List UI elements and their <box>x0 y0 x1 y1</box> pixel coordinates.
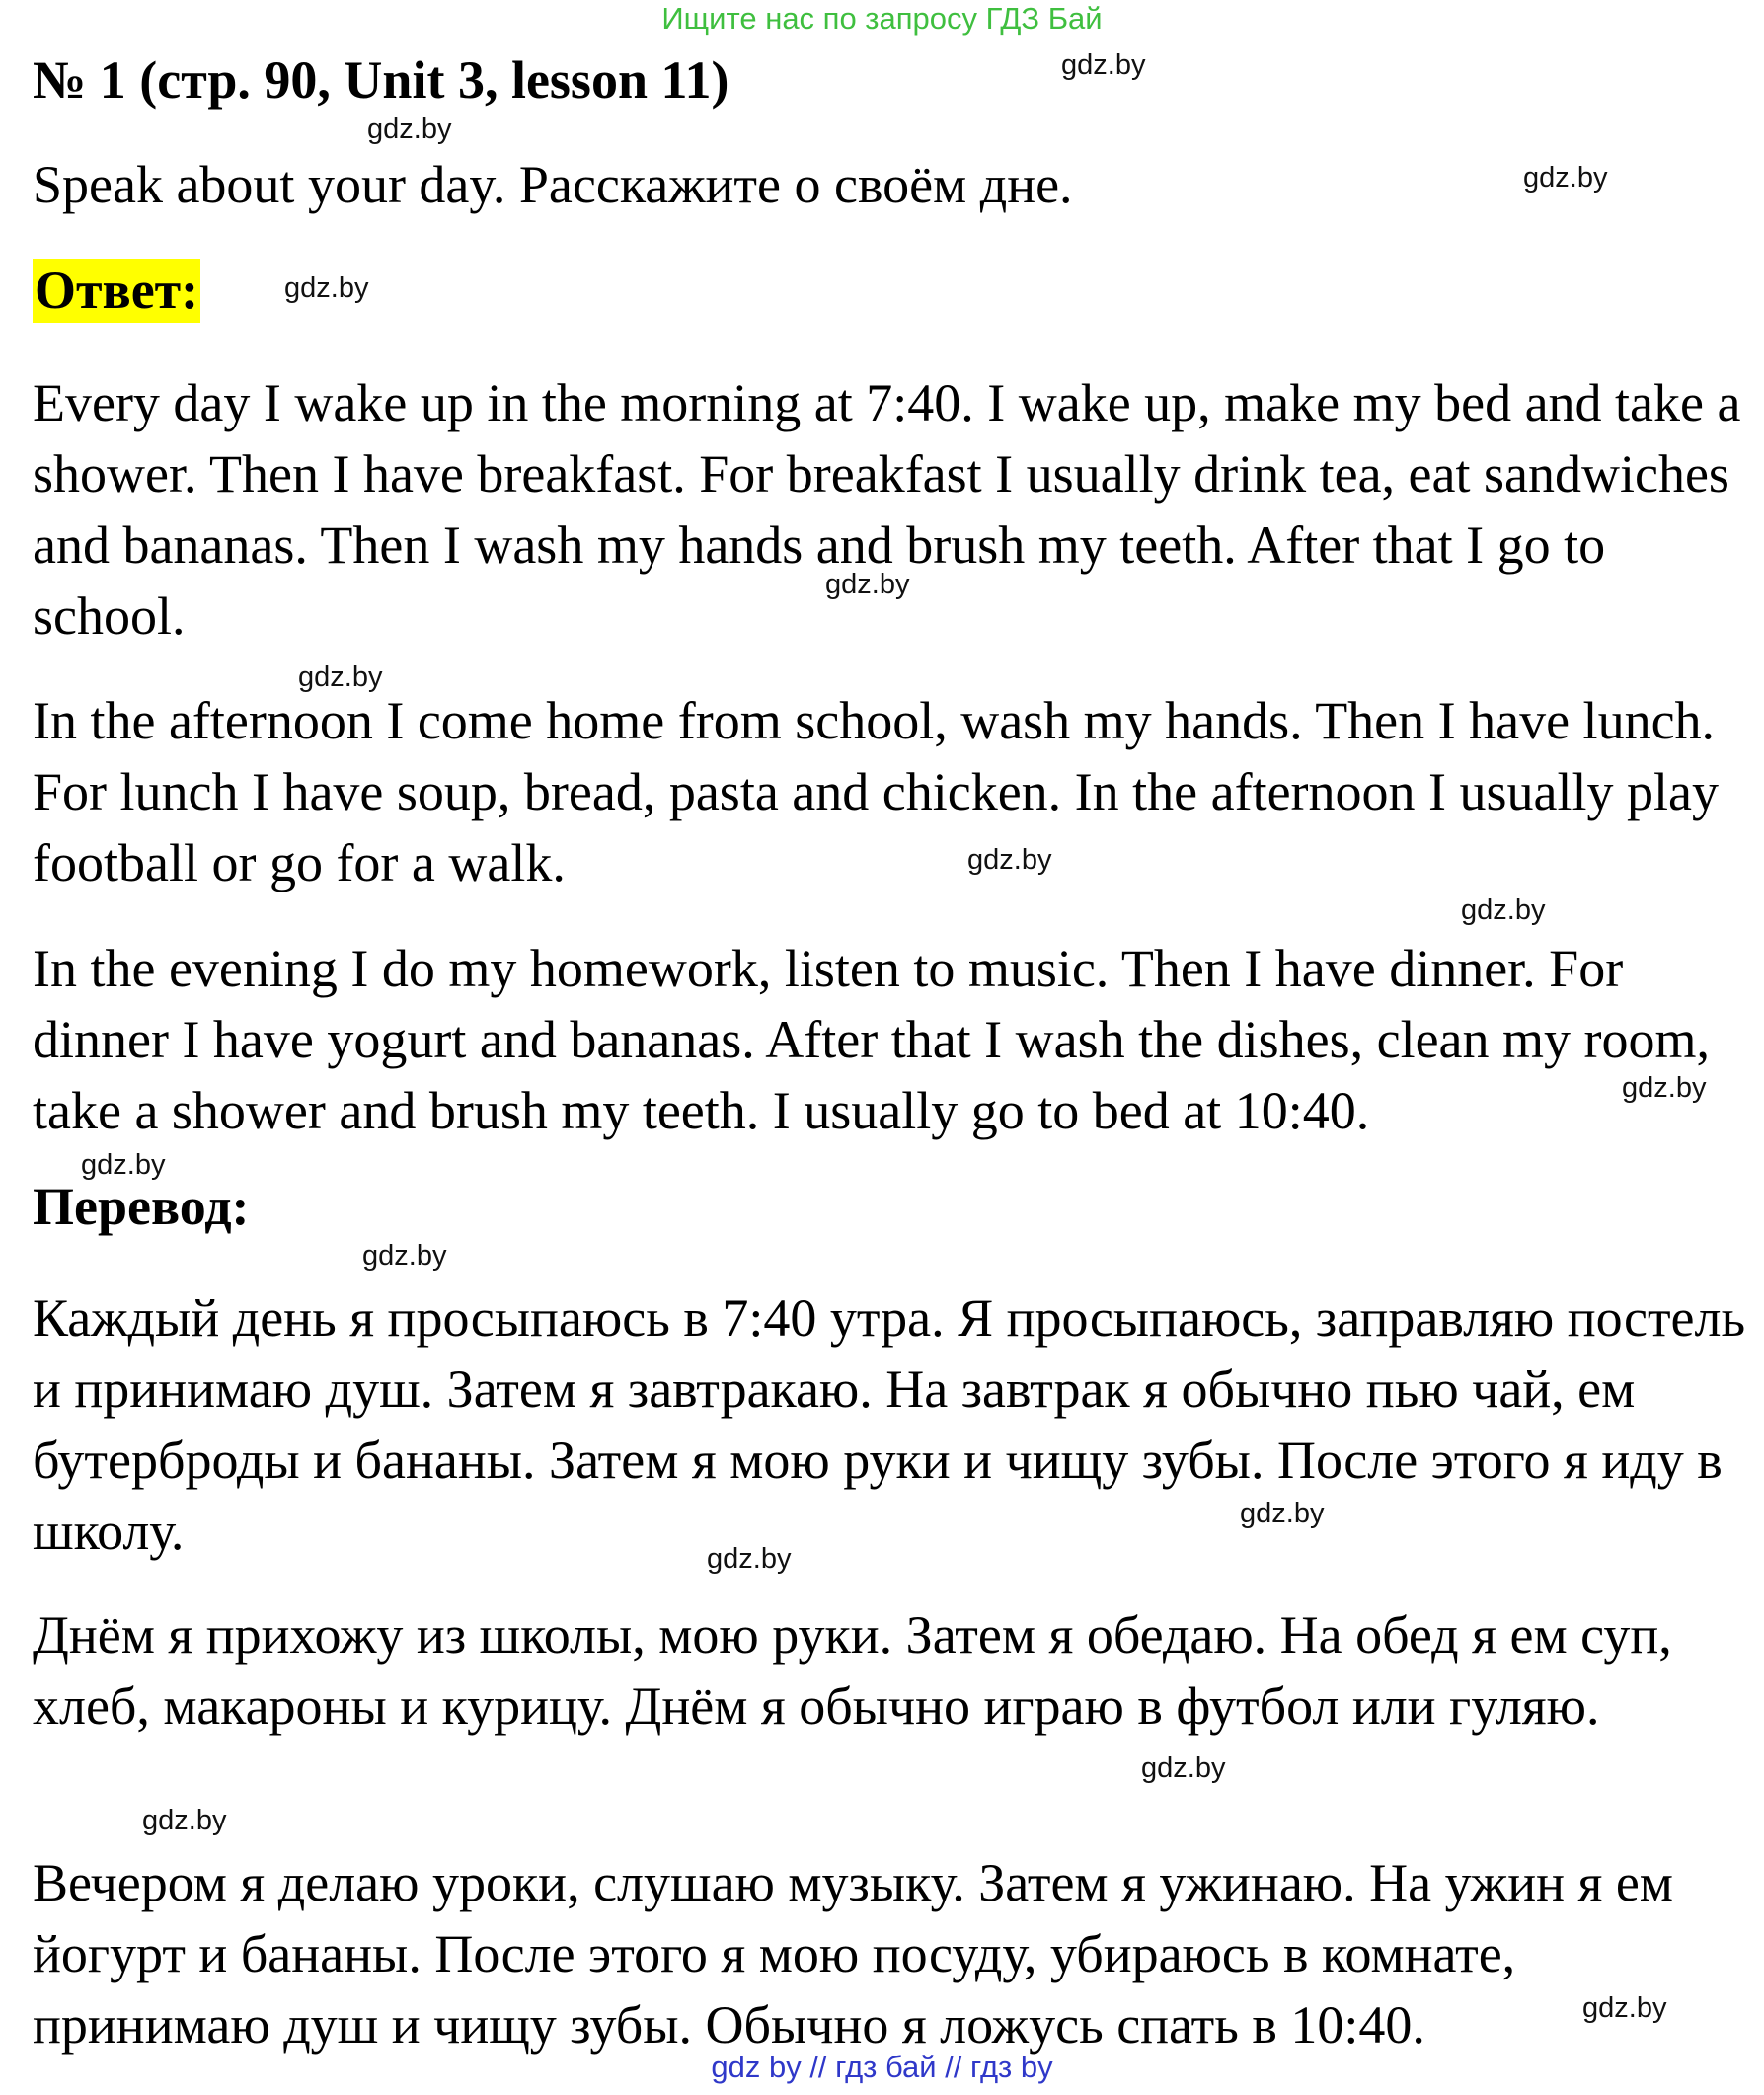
translation-paragraph-2: Днём я прихожу из школы, мою руки. Затем я обедаю. На обед я ем суп, хлеб, макароны и курицу. Днём я обычно играю в футбол или гуляю. <box>33 1605 1672 1736</box>
watermark: gdz.by <box>362 1240 447 1272</box>
watermark: gdz.by <box>284 272 369 304</box>
top-banner: Ищите нас по запросу ГДЗ Бай <box>661 1 1103 36</box>
watermark: gdz.by <box>1240 1498 1325 1529</box>
watermark: gdz.by <box>367 114 452 145</box>
bottom-banner: gdz by // гдз бай // гдз by <box>711 2050 1053 2084</box>
page-title: № 1 (стр. 90, Unit 3, lesson 11) <box>33 50 729 110</box>
translation-label: Перевод: <box>33 1177 250 1236</box>
watermark: gdz.by <box>142 1805 227 1836</box>
watermark: gdz.by <box>707 1543 792 1575</box>
watermark: gdz.by <box>825 569 910 600</box>
answer-paragraph-2: In the afternoon I come home from school, wash my hands. Then I have lunch. For lunch I have soup, bread, pasta and chicken. In the afternoon I usually play football or go for a walk. <box>33 691 1719 892</box>
task-text: Speak about your day. Расскажите о своём дне. <box>33 155 1073 214</box>
watermark: gdz.by <box>1523 162 1608 194</box>
watermark: gdz.by <box>298 661 383 693</box>
translation-paragraph-3: Вечером я делаю уроки, слушаю музыку. Затем я ужинаю. На ужин я ем йогурт и бананы. После этого я мою посуду, убираюсь в комнате, принимаю душ и чищу зубы. Обычно я ложусь спать в 10:40. <box>33 1853 1673 2055</box>
watermark: gdz.by <box>1061 49 1146 81</box>
answer-paragraph-3: In the evening I do my homework, listen to music. Then I have dinner. For dinner I have yogurt and bananas. After that I wash the dishes, clean my room, take a shower and brush my teeth. I usually go to bed at 10:40. <box>33 939 1710 1140</box>
watermark: gdz.by <box>1622 1072 1707 1104</box>
watermark: gdz.by <box>1461 894 1546 926</box>
translation-paragraph-1: Каждый день я просыпаюсь в 7:40 утра. Я просыпаюсь, заправляю постель и принимаю душ. Затем я завтракаю. На завтрак я обычно пью чай, ем бутерброды и бананы. Затем я мою руки и чищу зубы. После этого я иду в школу. <box>33 1288 1746 1561</box>
watermark: gdz.by <box>1582 1992 1667 2024</box>
watermark: gdz.by <box>967 844 1052 876</box>
answer-label: Ответ: <box>33 259 200 323</box>
answer-paragraph-1: Every day I wake up in the morning at 7:40. I wake up, make my bed and take a shower. Then I have breakfast. For breakfast I usually drink tea, eat sandwiches and bananas. Then I wash my hands and brush my teeth. After that I go to school. <box>33 373 1741 646</box>
watermark: gdz.by <box>81 1149 166 1181</box>
watermark: gdz.by <box>1141 1752 1226 1784</box>
